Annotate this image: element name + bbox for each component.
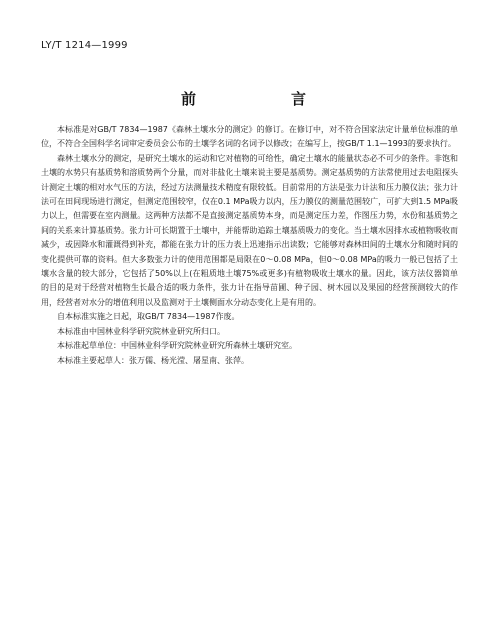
standard-code: LY/T 1214—1999 [41,40,128,51]
paragraph-supersedes: 自本标准实施之日起，取GB/T 7834—1987作废。 [57,312,240,322]
paragraph-proposed-by: 本标准由中国林业科学研究院林业研究所归口。 [57,326,225,336]
body-text [41,123,458,368]
paragraph-method-description: 森林土壤水分的测定，是研究土壤水的运动和它对植物的可给性，确定土壤水的能量状态必不可少的条件。非饱和土壤的水势只有基质势和溶质势两个分量，而对非盐化土壤来说主要是基质势。测定基质势的方法常使用过去电阻探头计测定土壤的相对水气压的方法，经过方法测量技术精度有限较低。目前常用的方法是张力计法和压力膜仪法；张力计法可在田间现场进行测定，但测定范围较窄，仅在0.1 MPa吸力以内，压力膜仪的测量范围较广，可扩大到1.5 MPa吸力以上，但需要在室内测量。这两种方法都不是直接测定基质势本身，而是测定压力差，作图压力势，水份和基质势之间的关系来计算基质势。张力计可长期置于土壤中，并能帮助追踪土壤基质吸力的变化。当土壤水因排水或植物吸收而减少，或因降水和灌溉得到补充，都能在张力计的压力表上迅速指示出读数；它能够对森林田间的土壤水分和随时间的变化提供可靠的资料。但大多数张力计的使用范围都是局限在0～0.08 MPa，但0～0.08 MPa的吸力一般已包括了土壤水含量的较大部分，它包括了50%以上(在粗质地土壤75%或更多)有植物吸收土壤水的量。因此，该方法仪器简单的目的是对于经营对植物生长最合适的吸力条件，张力计在指导苗圃、种子园、树木园以及果园的经营预测较大的作用，经营者对水分的增值利用以及监测对于土壤侧面水分动态变化上是有用的。 [41,153,458,307]
paragraph-drafters: 本标准主要起草人：张万儒、杨光滢、屠星南、张萍。 [57,355,249,365]
paragraph-revision: 本标准是对GB/T 7834—1987《森林土壤水分的测定》的修订。在修订中，对不符合国家法定计量单位标准的单位，不符合全国科学名词审定委员会公布的土壤学名词的名词予以修改；在编写上，按GB/T 1.1—1993的要求执行。 [41,125,458,149]
paragraph-drafting-unit: 本标准起草单位：中国林业科学研究院林业研究所森林土壤研究室。 [57,341,297,351]
page-title: 前 言 [180,90,346,108]
